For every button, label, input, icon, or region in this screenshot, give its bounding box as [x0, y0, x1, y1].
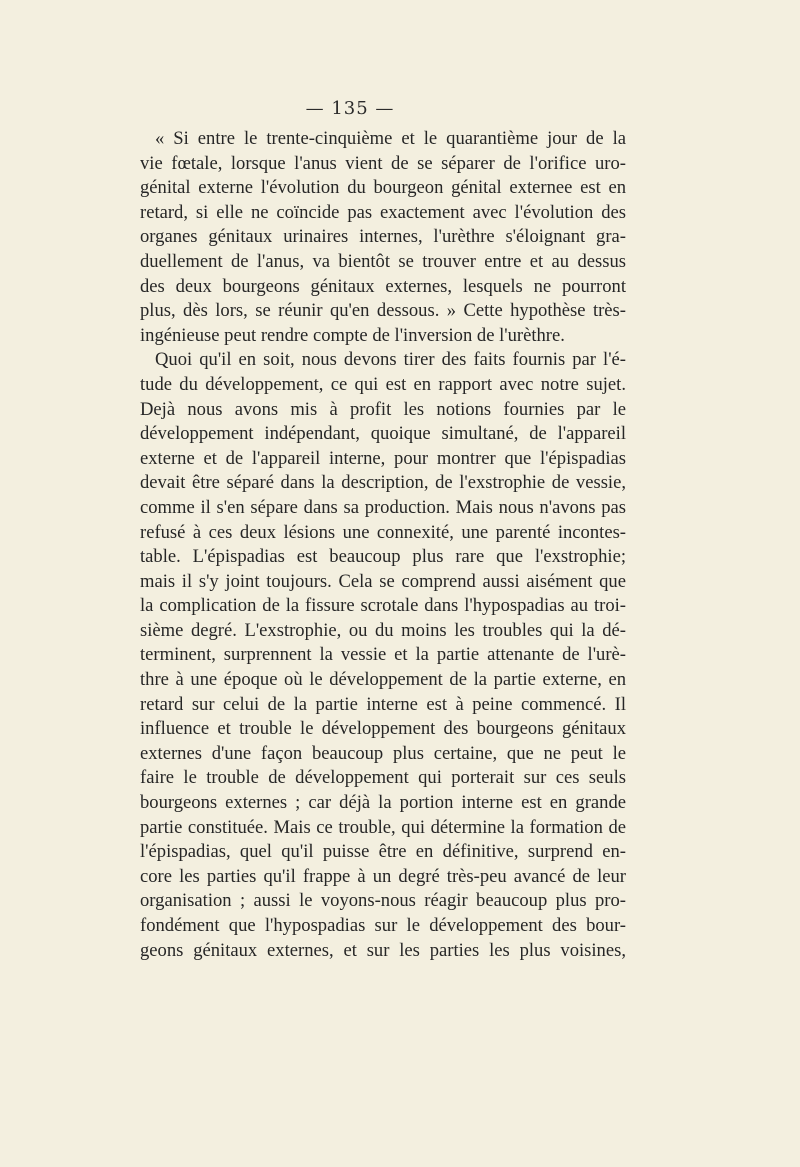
text-line: l'épispadias, quel qu'il puisse être en définitive, surprend en- [140, 841, 626, 863]
text-line: externes d'une façon beaucoup plus certaine, que ne peut le [140, 742, 626, 764]
text-line: organisation ; aussi le voyons-nous réagir beaucoup plus pro- [140, 890, 626, 912]
text-line: faire le trouble de développement qui porterait sur ces seuls [140, 767, 626, 789]
text-line: core les parties qu'il frappe à un degré très-peu avancé de leur [140, 865, 626, 887]
text-line: bourgeons externes ; car déjà la portion interne est en grande [140, 792, 626, 814]
text-line: Quoi qu'il en soit, nous devons tirer des faits fournis par l'é- [155, 349, 626, 371]
text-line: terminent, surprennent la vessie et la partie attenante de l'urè- [140, 644, 626, 666]
text-line: développement indépendant, quoique simultané, de l'appareil [140, 423, 626, 445]
text-line: tude du développement, ce qui est en rapport avec notre sujet. [140, 373, 626, 395]
body-text [140, 127, 626, 963]
text-line: ingénieuse peut rendre compte de l'inversion de l'urèthre. [140, 324, 565, 346]
text-line: la complication de la fissure scrotale dans l'hypospadias au troi- [140, 595, 626, 617]
text-line: partie constituée. Mais ce trouble, qui détermine la formation de [140, 816, 626, 838]
text-line: plus, dès lors, se réunir qu'en dessous. » Cette hypothèse très- [140, 300, 626, 322]
text-line: vie fœtale, lorsque l'anus vient de se séparer de l'orifice uro- [140, 152, 626, 174]
text-line: Dejà nous avons mis à profit les notions fournies par le [140, 398, 626, 420]
page-number: — 135 — [305, 98, 395, 119]
text-line: « Si entre le trente-cinquième et le quarantième jour de la [155, 128, 626, 149]
text-line: retard, si elle ne coïncide pas exactement avec l'évolution des [140, 201, 626, 223]
text-line: thre à une époque où le développement de la partie externe, en [140, 669, 626, 691]
text-line: table. L'épispadias est beaucoup plus rare que l'exstrophie; [140, 546, 626, 568]
text-line: mais il s'y joint toujours. Cela se comprend aussi aisément que [140, 570, 626, 592]
text-line: fondément que l'hypospadias sur le développement des bour- [140, 915, 626, 936]
text-line: génital externe l'évolution du bourgeon génital externee est en [140, 177, 626, 199]
text-line: geons génitaux externes, et sur les parties les plus voisines, [140, 939, 626, 961]
text-line: retard sur celui de la partie interne est à peine commencé. Il [140, 693, 626, 715]
text-line: sième degré. L'exstrophie, ou du moins les troubles qui la dé- [140, 619, 626, 641]
text-line: duellement de l'anus, va bientôt se trouver entre et au dessus [140, 250, 626, 272]
text-line: refusé à ces deux lésions une connexité, une parenté incontes- [140, 521, 626, 543]
text-line: influence et trouble le développement des bourgeons génitaux [140, 718, 626, 740]
text-line: des deux bourgeons génitaux externes, lesquels ne pourront [140, 275, 626, 297]
text-line: externe et de l'appareil interne, pour montrer que l'épispadias [140, 447, 626, 469]
text-line: comme il s'en sépare dans sa production. Mais nous n'avons pas [140, 496, 626, 518]
text-line: devait être séparé dans la description, de l'exstrophie de vessie, [140, 472, 626, 494]
text-line: organes génitaux urinaires internes, l'urèthre s'éloignant gra- [140, 226, 626, 248]
